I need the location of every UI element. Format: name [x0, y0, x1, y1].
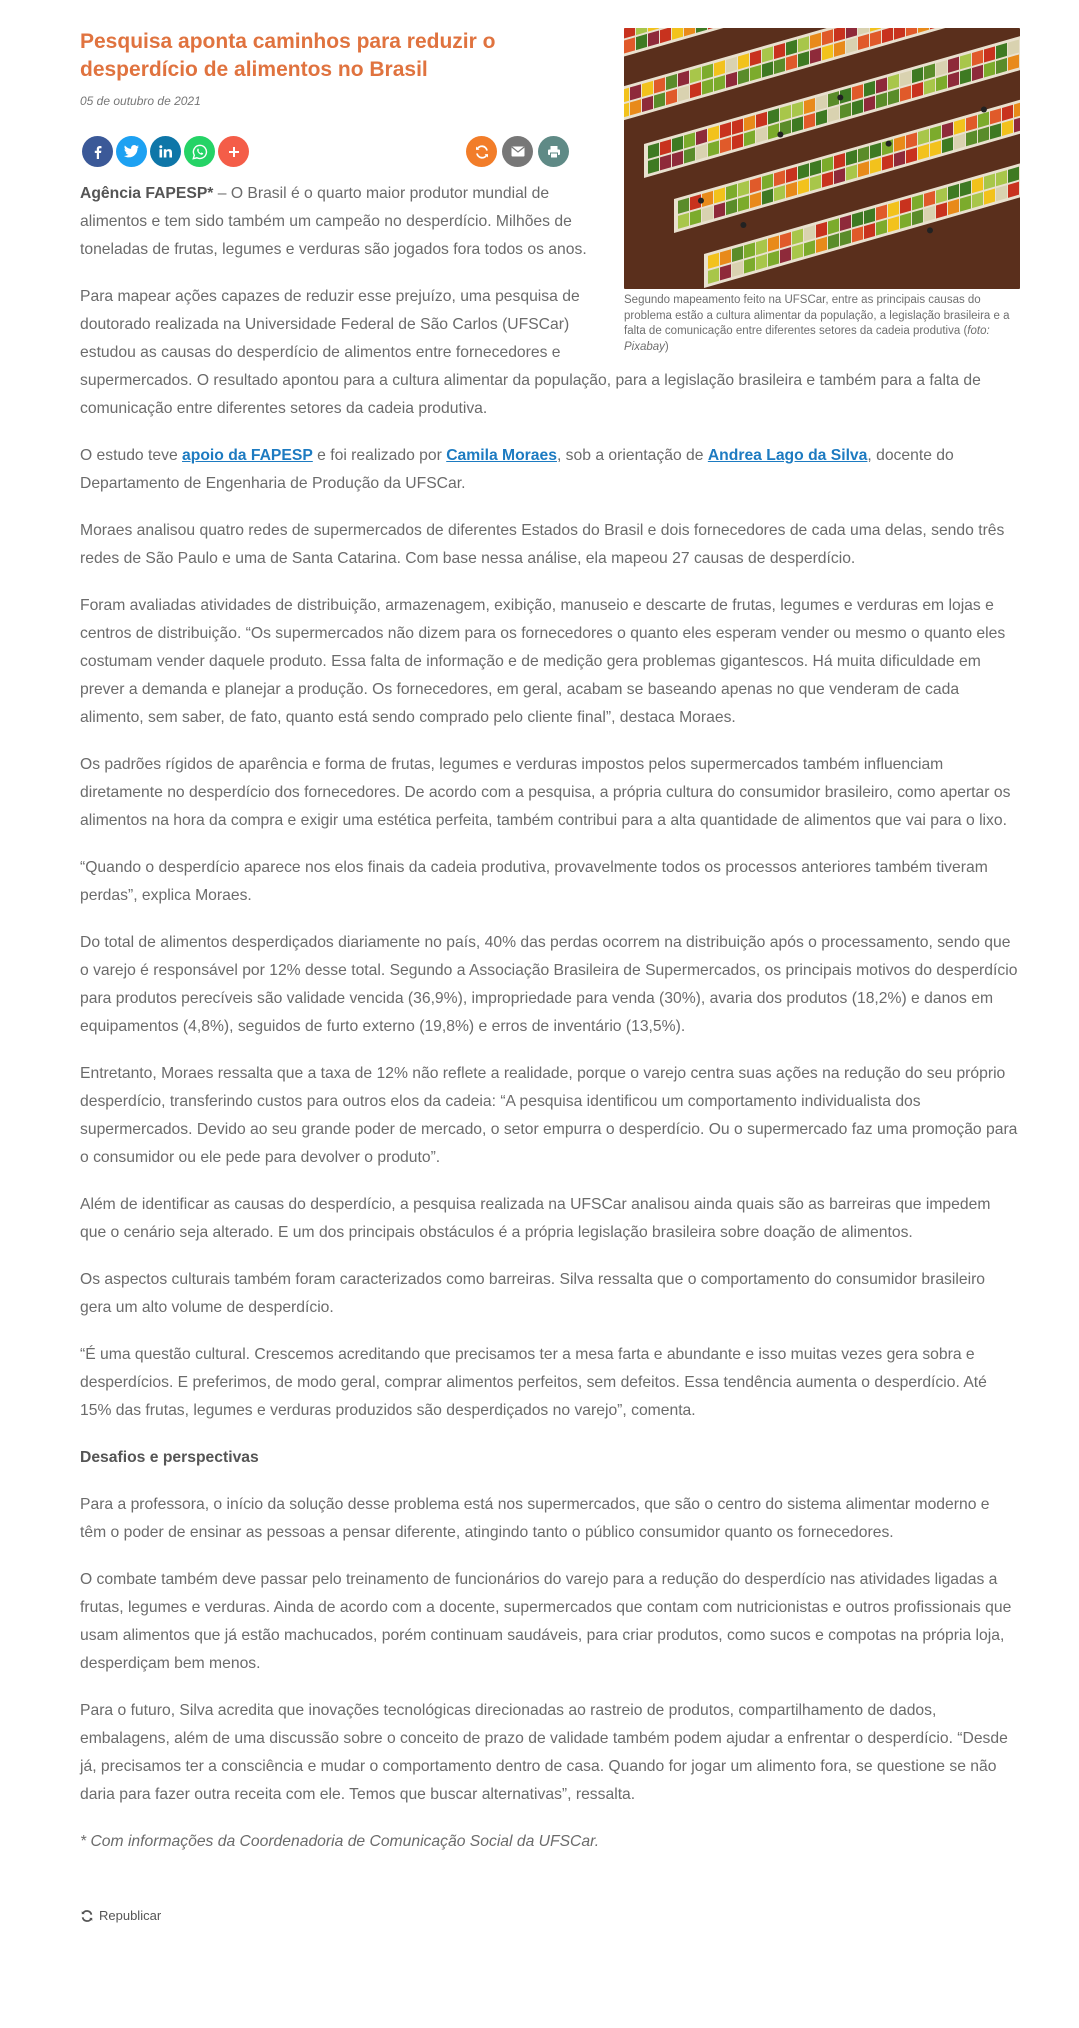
twitter-icon — [124, 145, 139, 158]
link-apoio-fapesp[interactable]: apoio da FAPESP — [182, 447, 313, 464]
republish-share-button[interactable] — [466, 136, 497, 167]
link-camila-moraes[interactable]: Camila Moraes — [446, 447, 557, 464]
paragraph-8: Do total de alimentos desperdiçados diariamente no país, 40% das perdas ocorrem na distribuição após o processamento, sendo que o varejo é responsável por 12% desse total. Segundo a Associação Brasileira de Supermercados, os principais motivos do desperdício para produtos perecíveis são validade vencida (36,9%), impropriedade para venda (30%), avaria dos produtos (18,2%) e danos em equipamentos (4,8%), seguidos de furto externo (19,8%) e erros de inventário (13,5%). — [80, 934, 1018, 1035]
article-title: Pesquisa aponta caminhos para reduzir o desperdício de alimentos no Brasil — [80, 30, 496, 81]
linkedin-icon — [159, 145, 172, 158]
paragraph-3-text-d: , docente do Departamento de Engenharia de Produção da UFSCar. — [80, 447, 954, 492]
printer-icon — [547, 145, 561, 159]
caption-close: ) — [664, 340, 669, 353]
paragraph-2: Para mapear ações capazes de reduzir esse prejuízo, uma pesquisa de doutorado realizada na Universidade Federal de São Carlos (UFSCar) estudou as causas do desperdício de alimentos entre fornecedores e supermercados. O resultado apontou para a cultura alimentar da população, para a legislação brasileira e também para a falta de comunicação entre diferentes setores da cadeia produtiva. — [80, 288, 981, 417]
caption-credit: foto: Pixabay — [624, 325, 990, 353]
paragraph-12: “É uma questão cultural. Crescemos acreditando que precisamos ter a mesa farta e abundante e isso muitas vezes gera sobra e desperdícios. E preferimos, de modo geral, comprar alimentos perfeitos, sem defeitos. Essa tendência aumenta o desperdício. Até 15% das frutas, legumes e verduras produzidos são desperdiçados no varejo”, comenta. — [80, 1346, 987, 1419]
paragraph-1-text: – O Brasil é o quarto maior produtor mundial de alimentos e tem sido também um campeão no desperdício. Milhões de toneladas de frutas, legumes e verduras são jogados fora todos os anos. — [80, 185, 587, 258]
section-subtitle: Desafios e perspectivas — [80, 1449, 259, 1466]
facebook-share-button[interactable] — [82, 136, 113, 167]
twitter-share-button[interactable] — [116, 136, 147, 167]
article-photo — [624, 28, 1020, 289]
paragraph-9: Entretanto, Moraes ressalta que a taxa de 12% não reflete a realidade, porque o varejo centra suas ações na redução do seu próprio desperdício, transferindo custos para outros elos da cadeia: “A pesquisa identificou um comportamento individualista dos supermercados. Devido ao seu grande poder de mercado, o setor empurra o desperdício. Ou o supermercado faz uma promoção para o consumidor ou ele pede para devolver o produto”. — [80, 1065, 1018, 1166]
refresh-icon — [80, 1909, 94, 1923]
paragraph-5: Foram avaliadas atividades de distribuição, armazenagem, exibição, manuseio e descarte de frutas, legumes e verduras em lojas e centros de distribuição. “Os supermercados não dizem para os fornecedores o quanto eles esperam vender ou mesmo o quanto eles costumam vender daquele produto. Essa falta de informação e de medição gera problemas gigantescos. Há muita dificuldade em prever a demanda e planejar a produção. Os fornecedores, em geral, acabam se baseando apenas no que venderam de cada alimento, sem saber, de fato, quanto está sendo comprado pelo cliente final”, destaca Moraes. — [80, 597, 1006, 726]
linkedin-share-button[interactable] — [150, 136, 181, 167]
paragraph-6: Os padrões rígidos de aparência e forma de frutas, legumes e verduras impostos pelos supermercados também influenciam diretamente no desperdício dos fornecedores. De acordo com a pesquisa, a própria cultura do consumidor brasileiro, como apertar os alimentos na hora da compra e exigir uma estética perfeita, também contribui para a alta quantidade de alimentos que vai para o lixo. — [80, 756, 1011, 829]
print-share-button[interactable] — [538, 136, 569, 167]
email-share-button[interactable] — [502, 136, 533, 167]
republish-label: Republicar — [99, 1908, 162, 1923]
plus-icon — [228, 146, 240, 158]
caption-text: Segundo mapeamento feito na UFSCar, entre as principais causas do problema estão a cultura alimentar da população, a legislação brasileira e a falta de comunicação entre diferentes setores da cadeia produtiva ( — [624, 294, 1010, 337]
paragraph-13: Para a professora, o início da solução desse problema está nos supermercados, que são o centro do sistema alimentar moderno e têm o poder de ensinar as pessoas a pensar diferente, atingindo tanto o público consumidor quanto os fornecedores. — [80, 1496, 990, 1541]
source-note: * Com informações da Coordenadoria de Comunicação Social da UFSCar. — [80, 1833, 600, 1850]
paragraph-3 — [80, 442, 1020, 498]
paragraph-3-text-c: , sob a orientação de — [556, 447, 708, 464]
whatsapp-share-button[interactable] — [184, 136, 215, 167]
paragraph-4: Moraes analisou quatro redes de supermercados de diferentes Estados do Brasil e dois fornecedores de cada uma delas, sendo três redes de São Paulo e uma de Santa Catarina. Com base nessa análise, ela mapeou 27 causas de desperdício. — [80, 522, 1005, 567]
facebook-icon — [91, 145, 105, 159]
article-date: 05 de outubro de 2021 — [80, 94, 201, 108]
republish-link[interactable] — [80, 1908, 1020, 1923]
paragraph-7: “Quando o desperdício aparece nos elos finais da cadeia produtiva, provavelmente todos os processos anteriores também tiveram perdas”, explica Moraes. — [80, 859, 988, 904]
refresh-icon — [474, 144, 490, 160]
paragraph-11: Os aspectos culturais também foram caracterizados como barreiras. Silva ressalta que o comportamento do consumidor brasileiro gera um alto volume de desperdício. — [80, 1271, 986, 1316]
whatsapp-icon — [192, 144, 208, 160]
more-share-button[interactable] — [218, 136, 249, 167]
article — [80, 28, 1020, 1923]
paragraph-3-text-b: e foi realizado por — [312, 447, 447, 464]
paragraph-14: O combate também deve passar pelo treinamento de funcionários do varejo para a redução do desperdício nas atividades ligadas a frutas, legumes e verduras. Ainda de acordo com a docente, supermercados que contam com nutricionistas e outros profissionais que usam alimentos que já estão machucados, porém continuam saudáveis, para criar produtos, como sucos e compotas na própria loja, desperdiçam bem menos. — [80, 1571, 1012, 1672]
envelope-icon — [511, 146, 525, 157]
paragraph-15: Para o futuro, Silva acredita que inovações tecnológicas direcionadas ao rastreio de produtos, compartilhamento de dados, embalagens, além de uma discussão sobre o conceito de prazo de validade também podem ajudar a enfrentar o desperdício. “Desde já, precisamos ter a consciência e mudar o comportamento dentro de casa. Quando for jogar um alimento fora, se questione se não daria para fazer outra receita com ele. Temos que buscar alternativas”, ressalta. — [80, 1702, 1008, 1803]
photo-caption — [624, 293, 1020, 355]
article-figure — [624, 28, 1020, 355]
share-toolbar — [80, 136, 592, 170]
paragraph-3-text-a: O estudo teve — [80, 447, 183, 464]
paragraph-10: Além de identificar as causas do desperdício, a pesquisa realizada na UFSCar analisou ainda quais são as barreiras que impedem que o cenário seja alterado. E um dos principais obstáculos é a própria legislação brasileira sobre doação de alimentos. — [80, 1196, 991, 1241]
agency-credit: Agência FAPESP* — [80, 185, 214, 202]
link-andrea-lago-da-silva[interactable]: Andrea Lago da Silva — [707, 447, 868, 464]
